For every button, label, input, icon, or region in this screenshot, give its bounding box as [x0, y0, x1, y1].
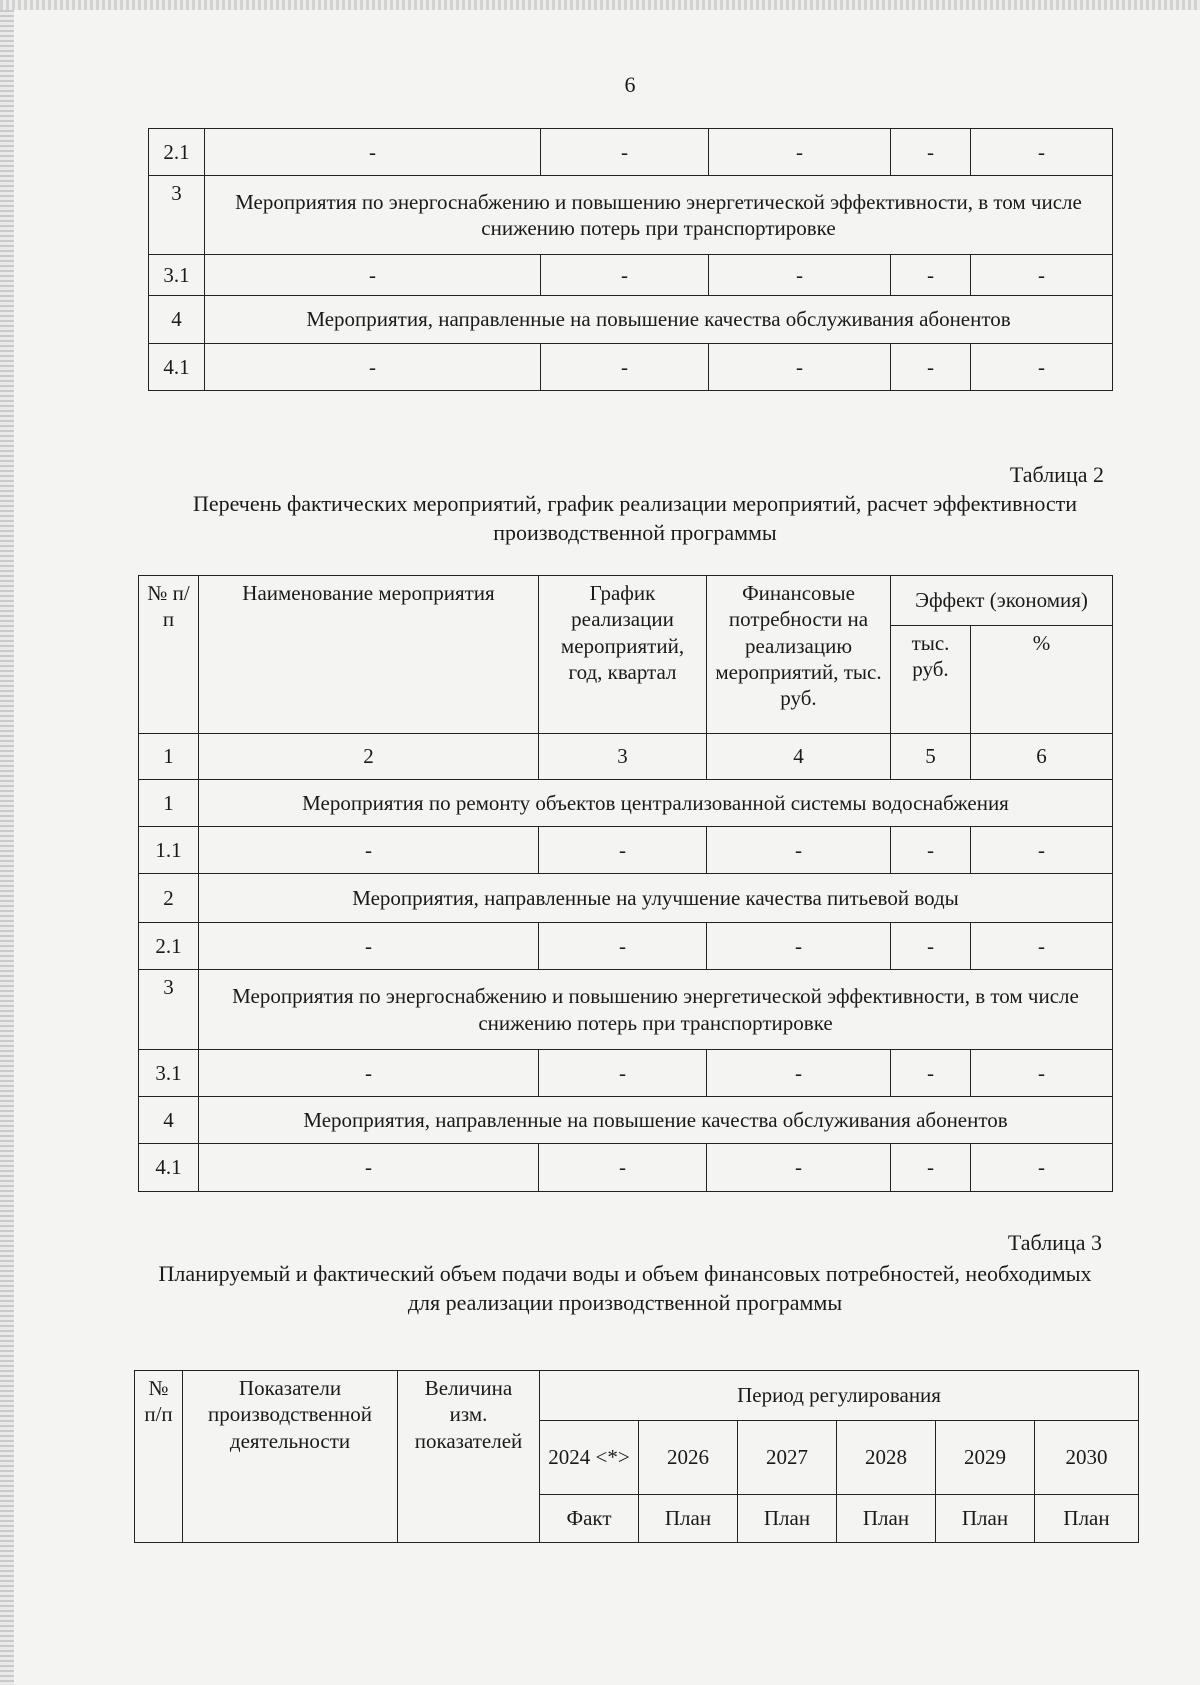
col-number: 4: [707, 734, 891, 780]
year-cell: 2027: [738, 1421, 837, 1495]
header-effect: Эффект (экономия): [891, 576, 1113, 626]
header-name: Наименование мероприятия: [199, 576, 539, 734]
section-title: Мероприятия, направленные на улучшение качества питьевой воды: [199, 874, 1113, 923]
page-number: 6: [624, 72, 636, 97]
cell-dash: -: [891, 923, 971, 970]
year-cell: 2028: [837, 1421, 936, 1495]
section-number: 4: [139, 1097, 199, 1144]
cell-dash: -: [891, 1144, 971, 1192]
year-cell: 2029: [936, 1421, 1035, 1495]
kind-cell: План: [639, 1495, 738, 1543]
cell-dash: -: [199, 1050, 539, 1097]
cell-dash: -: [539, 923, 707, 970]
cell-dash: -: [541, 129, 709, 176]
table3-title: Планируемый и фактический объем подачи воды и объем финансовых потребностей, необходимых для реализации производственной программы: [158, 1261, 1092, 1315]
cell-dash: -: [541, 255, 709, 296]
cell-dash: -: [707, 827, 891, 874]
row-number: 2.1: [139, 923, 199, 970]
cell-dash: -: [971, 1050, 1113, 1097]
header-indicators: Показатели производственной деятельности: [183, 1371, 398, 1543]
cell-dash: -: [205, 129, 541, 176]
table-row: [149, 129, 1113, 176]
cell-dash: -: [891, 344, 971, 391]
cell-dash: -: [205, 344, 541, 391]
header-effect-rub: тыс. руб.: [891, 626, 971, 734]
section-title: Мероприятия, направленные на повышение качества обслуживания абонентов: [199, 1097, 1113, 1144]
header-row: [135, 1371, 1139, 1421]
cell-dash: -: [539, 827, 707, 874]
section-number: 2: [139, 874, 199, 923]
cell-dash: -: [891, 1050, 971, 1097]
cell-dash: -: [205, 255, 541, 296]
kind-cell: План: [837, 1495, 936, 1543]
scan-edge: [0, 0, 14, 1685]
cell-dash: -: [709, 255, 891, 296]
cell-dash: -: [971, 1144, 1113, 1192]
header-finance: Финансовые потребности на реализацию мероприятий, тыс. руб.: [707, 576, 891, 734]
table-row: [149, 255, 1113, 296]
header-schedule: График реализации мероприятий, год, квартал: [539, 576, 707, 734]
cell-dash: -: [539, 1050, 707, 1097]
kind-cell: План: [1035, 1495, 1139, 1543]
cell-dash: -: [891, 255, 971, 296]
section-row: [139, 780, 1113, 827]
section-number: 1: [139, 780, 199, 827]
section-title: Мероприятия по энергоснабжению и повышению энергетической эффективности, в том числе снижению потерь при транспортировке: [205, 176, 1113, 255]
cell-dash: -: [539, 1144, 707, 1192]
table3: [134, 1370, 1139, 1543]
kind-cell: Факт: [540, 1495, 639, 1543]
section-row: [149, 296, 1113, 344]
year-cell: 2026: [639, 1421, 738, 1495]
row-number: 3.1: [139, 1050, 199, 1097]
section-number: 3: [149, 176, 205, 255]
cell-dash: -: [971, 923, 1113, 970]
section-row: [139, 874, 1113, 923]
col-number: 3: [539, 734, 707, 780]
cell-dash: -: [891, 129, 971, 176]
kind-cell: План: [936, 1495, 1035, 1543]
column-numbers-row: [139, 734, 1113, 780]
cell-dash: -: [971, 255, 1113, 296]
header-period: Период регулирования: [540, 1371, 1139, 1421]
cell-dash: -: [707, 1050, 891, 1097]
table2: [138, 575, 1113, 1192]
header-effect-pct: %: [971, 626, 1113, 734]
table-continuation: [148, 128, 1113, 391]
col-number: 1: [139, 734, 199, 780]
table2-title: Перечень фактических мероприятий, график реализации мероприятий, расчет эффективности производственной программы: [192, 491, 1078, 545]
section-row: [139, 1097, 1113, 1144]
section-row: [149, 176, 1113, 255]
section-number: 3: [139, 970, 199, 1050]
table-row: [139, 1144, 1113, 1192]
header-row: [139, 576, 1113, 626]
table-row: [139, 923, 1113, 970]
cell-dash: -: [971, 344, 1113, 391]
table3-label: Таблица 3: [1007, 1230, 1102, 1255]
header-num: № п/п: [135, 1371, 183, 1543]
section-row: [139, 970, 1113, 1050]
section-title: Мероприятия по энергоснабжению и повышению энергетической эффективности, в том числе снижению потерь при транспортировке: [199, 970, 1113, 1050]
cell-dash: -: [199, 827, 539, 874]
year-cell: 2024 <*>: [540, 1421, 639, 1495]
cell-dash: -: [707, 1144, 891, 1192]
kind-cell: План: [738, 1495, 837, 1543]
cell-dash: -: [199, 1144, 539, 1192]
row-number: 4.1: [149, 344, 205, 391]
cell-dash: -: [971, 129, 1113, 176]
cell-dash: -: [709, 344, 891, 391]
cell-dash: -: [541, 344, 709, 391]
year-cell: 2030: [1035, 1421, 1139, 1495]
table-row: [139, 827, 1113, 874]
row-number: 3.1: [149, 255, 205, 296]
header-unit: Величина изм. показателей: [398, 1371, 540, 1543]
section-title: Мероприятия по ремонту объектов централизованной системы водоснабжения: [199, 780, 1113, 827]
col-number: 5: [891, 734, 971, 780]
row-number: 2.1: [149, 129, 205, 176]
col-number: 2: [199, 734, 539, 780]
table2-label: Таблица 2: [1009, 462, 1104, 487]
col-number: 6: [971, 734, 1113, 780]
section-number: 4: [149, 296, 205, 344]
cell-dash: -: [709, 129, 891, 176]
cell-dash: -: [891, 827, 971, 874]
table-row: [139, 1050, 1113, 1097]
header-num: № п/п: [139, 576, 199, 734]
scan-top-edge: [0, 0, 1200, 10]
table-row: [149, 344, 1113, 391]
cell-dash: -: [707, 923, 891, 970]
cell-dash: -: [199, 923, 539, 970]
cell-dash: -: [971, 827, 1113, 874]
section-title: Мероприятия, направленные на повышение качества обслуживания абонентов: [205, 296, 1113, 344]
row-number: 4.1: [139, 1144, 199, 1192]
row-number: 1.1: [139, 827, 199, 874]
